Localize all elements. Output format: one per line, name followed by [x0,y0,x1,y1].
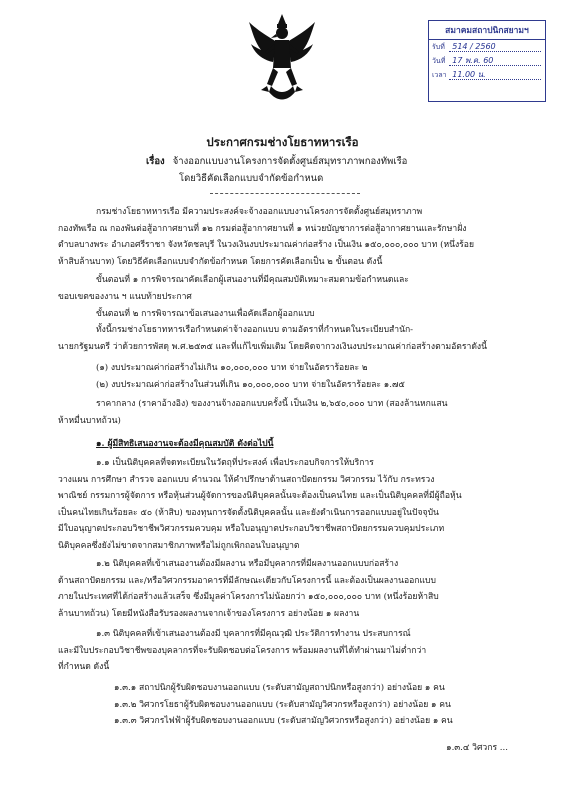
step-1-paragraph [58,272,518,305]
clause-1-1 [58,455,518,554]
text-line: ๑.๓ นิติบุคคลที่เข้าเสนองานต้องมี บุคลากรที่มีคุณวุฒิ ประวัติการทำงาน ประสบการณ์ [96,629,411,639]
stamp-value: 11.00 น. [452,70,486,79]
stamp-title: สมาคมสถาปนิกสยามฯ [429,21,545,40]
step-2-paragraph [58,306,518,323]
text-line: กองทัพเรือ ณ กองพันต่อสู้อากาศยานที่ ๑๒ กรมต่อสู้อากาศยานที่ ๑ หน่วยบัญชาการต่อสู้อากาศยานและรักษาฝั่ง [58,223,467,234]
text-line: ห้าสิบล้านบาท) โดยวิธีคัดเลือกแบบจำกัดข้อกำหนด โดยการคัดเลือกเป็น ๒ ขั้นตอน ดังนี้ [58,256,383,267]
subject-line-2: โดยวิธีคัดเลือกแบบจำกัดข้อกำหนด [179,173,324,184]
text-line: มีใบอนุญาตประกอบวิชาชีพวิศวกรรมควบคุม หรือใบอนุญาตประกอบวิชาชีพสถาปัตยกรรมควบคุมประเภท [58,524,445,534]
intro-paragraph [58,204,518,270]
text-line: และมีใบประกอบวิชาชีพของบุคลากรที่จะรับผิดชอบต่อโครงการ พร้อมผลงานที่ได้ทำผ่านมาไม่ต่ำกว่า [58,645,427,656]
text-line: วางแผน การศึกษา สำรวจ ออกแบบ คำนวณ ให้คำปรึกษาด้านสถาปัตยกรรม วิศวกรรม ไว้กับ กระทรวง [58,474,435,485]
text-line: นิติบุคคลซึ่งยังไม่ขาดจากสมาชิกภาพหรือไม่ถูกเพิกถอนใบอนุญาต [58,540,300,551]
text-line: กรมช่างโยธาทหารเรือ มีความประสงค์จะจ้างออกแบบงานโครงการจัดตั้งศูนย์สมุทราภาพ [96,207,423,217]
header-divider [210,193,360,194]
text-line: ๑.๑ เป็นนิติบุคคลที่จดทะเบียนในวัตถุที่ประสงค์ เพื่อประกอบกิจการให้บริการ [96,458,374,468]
rate-item: (๑) งบประมาณค่าก่อสร้างไม่เกิน ๑๐,๐๐๐,๐๐๐ บาท จ่ายในอัตราร้อยละ ๒ [96,363,368,373]
clause-1-3 [58,626,518,676]
stamp-row-time [429,68,545,82]
personnel-item: ๑.๓.๓ วิศวกรไฟฟ้าผู้รับผิดชอบงานออกแบบ (ระดับสามัญวิศวกรหรือสูงกว่า) อย่างน้อย ๑ คน [114,716,453,726]
text-line: ขั้นตอนที่ ๑ การพิจารณาคัดเลือกผู้เสนองานที่มีคุณสมบัติเหมาะสมตามข้อกำหนดและ [96,275,409,285]
text-line: ราคากลาง (ราคาอ้างอิง) ของงานจ้างออกแบบครั้งนี้ เป็นเงิน ๒,๖๕๐,๐๐๐ บาท (สองล้านหกแสน [96,399,448,409]
text-line: ล้านบาทถ้วน) โดยมีหนังสือรับรองผลงานจากเจ้าของโครงการ อย่างน้อย ๑ ผลงาน [58,608,360,619]
personnel-list [58,680,518,730]
subject-keyword: เรื่อง [146,156,165,167]
subject-line-1: จ้างออกแบบงานโครงการจัดตั้งศูนย์สมุทราภาพกองทัพเรือ [172,156,408,167]
personnel-item: ๑.๓.๑ สถาปนิกผู้รับผิดชอบงานออกแบบ (ระดับสามัญสถาปนิกหรือสูงกว่า) อย่างน้อย ๑ คน [114,683,445,693]
text-line: นายกรัฐมนตรี ว่าด้วยการพัสดุ พ.ศ.๒๕๓๕ และที่แก้ไขเพิ่มเติม โดยคิดจากวงเงินงบประมาณค่าก่อสร้างตามอัตราดังนี้ [58,341,487,352]
text-line: เป็นคนไทยเกินร้อยละ ๕๐ (ห้าสิบ) ของทุนการจัดตั้งนิติบุคคลนั้น และยังดำเนินการออกแบบอยู่ในปัจจุบัน [58,507,439,518]
stamp-value: 17 พ.ค. 60 [452,56,494,65]
text-line: ๑.๒ นิติบุคคลที่เข้าเสนองานต้องมีผลงาน หรือมีบุคลากรที่มีผลงานออกแบบก่อสร้าง [96,559,399,569]
stamp-label: วันที่ [432,57,446,65]
stamp-row-received-no [429,40,545,54]
page-continuation [58,740,518,757]
text-line: ทั้งนี้กรมช่างโยธาทหารเรือกำหนดค่าจ้างออกแบบ ตามอัตราที่กำหนดในระเบียบสำนัก- [96,325,414,335]
reference-price-paragraph [58,396,518,429]
text-line: พาณิชย์ กรรมการผู้จัดการ หรือหุ้นส่วนผู้จัดการของนิติบุคคลนั้นจะต้องเป็นคนไทย และเป็นนิติบุคคลที่มีผู้ถือหุ้น [58,491,462,501]
stamp-label: เวลา [432,71,447,79]
document-title: ประกาศกรมช่างโยธาทหารเรือ [206,135,359,149]
rate-list [58,360,518,393]
stamp-label: รับที่ [432,43,445,51]
text-line: ขอบเขตของงาน ฯ แนบท้ายประกาศ [58,291,192,302]
fee-paragraph [58,322,518,355]
personnel-item: ๑.๓.๒ วิศวกรโยธาผู้รับผิดชอบงานออกแบบ (ระดับสามัญวิศวกรหรือสูงกว่า) อย่างน้อย ๑ คน [114,699,451,710]
text-line: ที่กำหนด ดังนี้ [58,662,110,672]
section-heading: ๑. ผู้มีสิทธิเสนองานจะต้องมีคุณสมบัติ ดังต่อไปนี้ [96,439,274,449]
rate-item: (๒) งบประมาณค่าก่อสร้างในส่วนที่เกิน ๑๐,๐๐๐,๐๐๐ บาท จ่ายในอัตราร้อยละ ๑.๗๕ [96,379,405,390]
receiving-stamp [428,20,546,102]
stamp-row-date [429,54,545,68]
text-line: ตำบลบางพระ อำเภอศรีราชา จังหวัดชลบุรี ในวงเงินงบประมาณค่าก่อสร้าง เป็นเงิน ๑๕๐,๐๐๐,๐๐๐ บาท (หนึ่งร้อย [58,240,474,250]
text-line: ด้านสถาปัตยกรรม และ/หรือวิศวกรรมอาคารที่มีลักษณะเดียวกับโครงการนี้ และต้องเป็นผลงานออกแบบ [58,575,436,586]
stamp-value: 514 / 2560 [452,42,496,51]
continuation-text: ๑.๓.๔ วิศวกร ... [446,743,508,753]
document-subject [146,153,407,187]
text-line: ห้าหมื่นบาทถ้วน) [58,415,121,426]
section-1-heading-block [58,436,518,453]
text-line: ขั้นตอนที่ ๒ การพิจารณาข้อเสนองานเพื่อคัดเลือกผู้ออกแบบ [96,309,315,319]
garuda-emblem [247,12,317,104]
text-line: ภายในประเทศที่ได้ก่อสร้างแล้วเสร็จ ซึ่งมีมูลค่าโครงการไม่น้อยกว่า ๑๕๐,๐๐๐,๐๐๐ บาท (หนึ่งร้อยห้าสิบ [58,592,439,602]
clause-1-2 [58,556,518,622]
